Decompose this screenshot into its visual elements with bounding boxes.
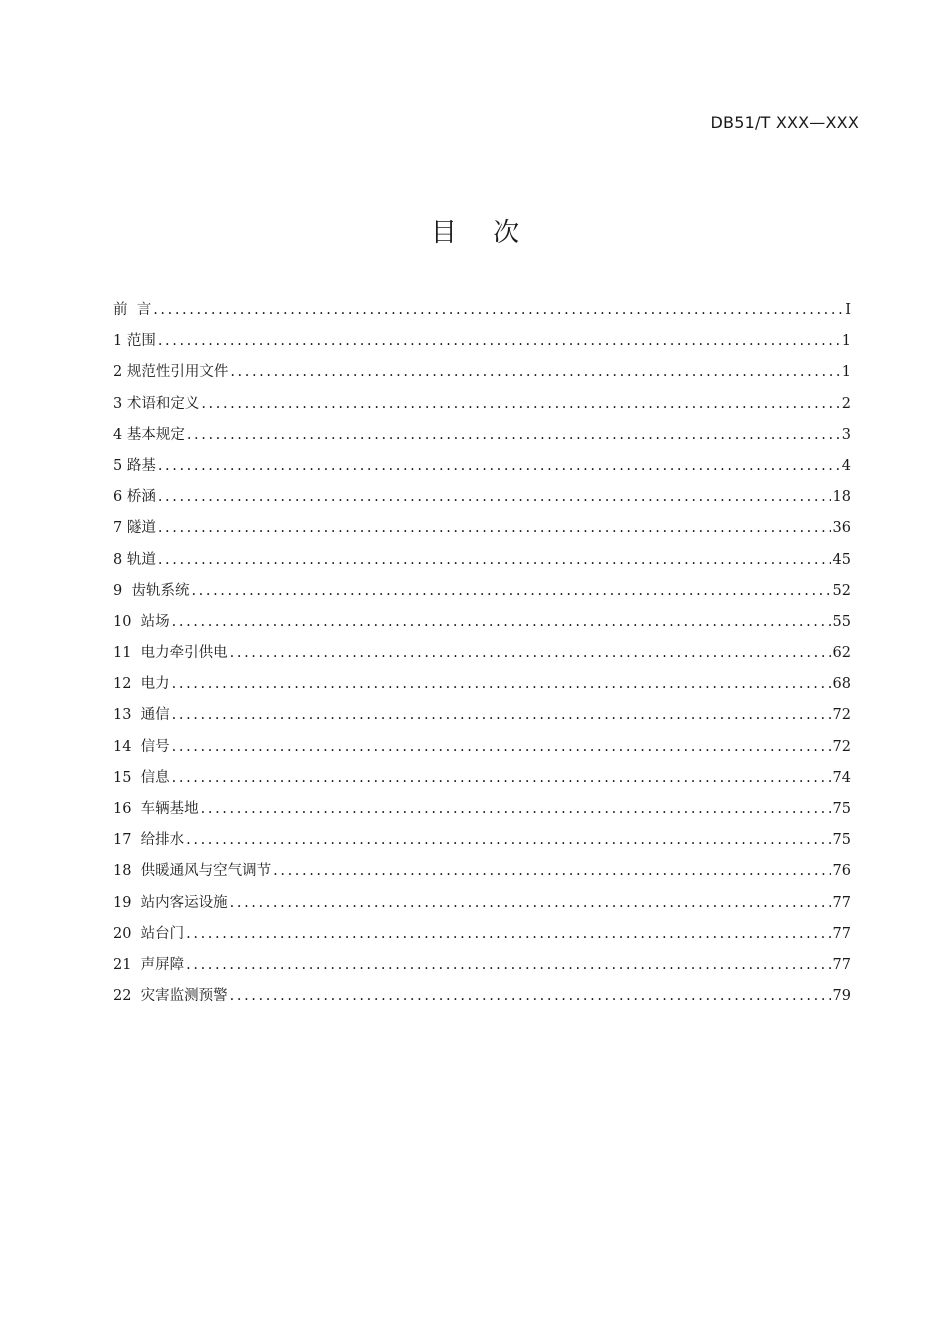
toc-dot-leader: [172, 739, 831, 755]
toc-entry[interactable]: [113, 672, 851, 703]
toc-entry[interactable]: [113, 953, 851, 984]
toc-entry-label: 7 隧道: [113, 520, 156, 537]
toc-entry-page-number: 72: [832, 707, 851, 724]
toc-entry-label: 14 信号: [113, 738, 170, 755]
toc-dot-leader: [230, 645, 831, 661]
toc-entry[interactable]: [113, 703, 851, 734]
toc-entry-label: 10 站场: [113, 613, 170, 630]
toc-entry-label: 2 规范性引用文件: [113, 364, 229, 381]
toc-dot-leader: [186, 957, 830, 973]
toc-entry-label: 9 齿轨系统: [113, 582, 190, 599]
toc-entry-label: 4 基本规定: [113, 426, 185, 443]
toc-entry[interactable]: [113, 360, 851, 391]
toc-entry[interactable]: [113, 984, 851, 1015]
toc-entry-page-number: 3: [841, 426, 851, 443]
toc-entry-page-number: 1: [841, 333, 851, 350]
toc-dot-leader: [172, 676, 831, 692]
toc-dot-leader: [158, 458, 840, 474]
toc-entry-page-number: 77: [832, 894, 851, 911]
toc-entry-page-number: 55: [832, 613, 851, 630]
toc-entry-label: 16 车辆基地: [113, 801, 199, 817]
toc-dot-leader: [201, 396, 839, 412]
toc-entry-label: 12 电力: [113, 676, 170, 693]
toc-entry-page-number: 76: [832, 863, 851, 880]
toc-dot-leader: [273, 863, 830, 879]
toc-entry[interactable]: [113, 891, 851, 922]
toc-entry[interactable]: [113, 298, 851, 329]
toc-dot-leader: [158, 489, 831, 505]
toc-entry-label: 19 站内客运设施: [113, 894, 228, 911]
toc-dot-leader: [158, 552, 831, 568]
toc-entry[interactable]: [113, 859, 851, 890]
toc-dot-leader: [186, 926, 830, 942]
toc-entry-label: 13 通信: [113, 707, 170, 724]
toc-entry[interactable]: [113, 735, 851, 766]
toc-entry-label: 18 供暖通风与空气调节: [113, 863, 272, 880]
table-of-contents: [113, 298, 851, 1015]
toc-entry[interactable]: [113, 423, 851, 454]
toc-entry-label: 20 站台门: [113, 925, 185, 942]
toc-entry-label: 15 信息: [113, 769, 170, 786]
toc-dot-leader: [187, 427, 840, 443]
toc-dot-leader: [153, 302, 843, 318]
toc-dot-leader: [158, 520, 831, 536]
toc-dot-leader: [172, 614, 831, 630]
toc-entry-label: 1 范围: [113, 333, 156, 350]
toc-dot-leader: [230, 364, 839, 380]
toc-entry[interactable]: [113, 610, 851, 641]
toc-entry-page-number: 62: [832, 645, 851, 662]
toc-dot-leader: [230, 895, 831, 911]
toc-entry[interactable]: [113, 454, 851, 485]
toc-entry-label: 11 电力牵引供电: [113, 645, 228, 662]
toc-entry-page-number: 74: [832, 769, 851, 786]
toc-entry[interactable]: [113, 579, 851, 610]
toc-entry-page-number: 45: [832, 551, 851, 568]
toc-entry-page-number: 36: [832, 520, 851, 537]
toc-entry[interactable]: [113, 922, 851, 953]
toc-entry[interactable]: [113, 766, 851, 797]
toc-dot-leader: [230, 988, 831, 1004]
toc-entry-page-number: 68: [832, 676, 851, 693]
toc-entry[interactable]: [113, 828, 851, 859]
toc-entry-label: 17 给排水: [113, 832, 185, 849]
toc-dot-leader: [186, 832, 830, 848]
toc-entry-page-number: 2: [841, 395, 851, 412]
toc-entry-page-number: 77: [832, 956, 851, 973]
toc-dot-leader: [201, 801, 831, 817]
toc-entry[interactable]: [113, 516, 851, 547]
toc-entry-label: 8 轨道: [113, 551, 156, 568]
toc-entry[interactable]: [113, 641, 851, 672]
toc-entry-label: 5 路基: [113, 457, 156, 474]
toc-entry-page-number: 77: [832, 925, 851, 942]
toc-entry-page-number: 72: [832, 738, 851, 755]
toc-entry-page-number: 75: [832, 832, 851, 849]
toc-entry-label: 6 桥涵: [113, 489, 156, 506]
toc-entry-page-number: I: [845, 302, 851, 318]
toc-entry-page-number: 79: [832, 988, 851, 1005]
toc-entry[interactable]: [113, 548, 851, 579]
toc-entry-page-number: 1: [841, 364, 851, 381]
toc-entry-page-number: 52: [832, 582, 851, 599]
toc-entry-label: 22 灾害监测预警: [113, 988, 228, 1005]
toc-entry-label: 21 声屏障: [113, 956, 185, 973]
toc-entry[interactable]: [113, 485, 851, 516]
standard-code: DB51/T XXX—XXX: [710, 113, 859, 132]
toc-dot-leader: [172, 707, 831, 723]
toc-entry[interactable]: [113, 392, 851, 423]
toc-dot-leader: [158, 333, 840, 349]
toc-entry-page-number: 75: [832, 801, 851, 817]
toc-entry-label: 前 言: [113, 302, 152, 318]
toc-entry-page-number: 4: [841, 457, 851, 474]
toc-dot-leader: [172, 770, 831, 786]
toc-entry[interactable]: [113, 329, 851, 360]
page-title: 目 次: [430, 218, 534, 248]
toc-entry-label: 3 术语和定义: [113, 395, 200, 412]
toc-entry-page-number: 18: [832, 489, 851, 506]
toc-dot-leader: [191, 583, 830, 599]
toc-entry[interactable]: [113, 797, 851, 828]
